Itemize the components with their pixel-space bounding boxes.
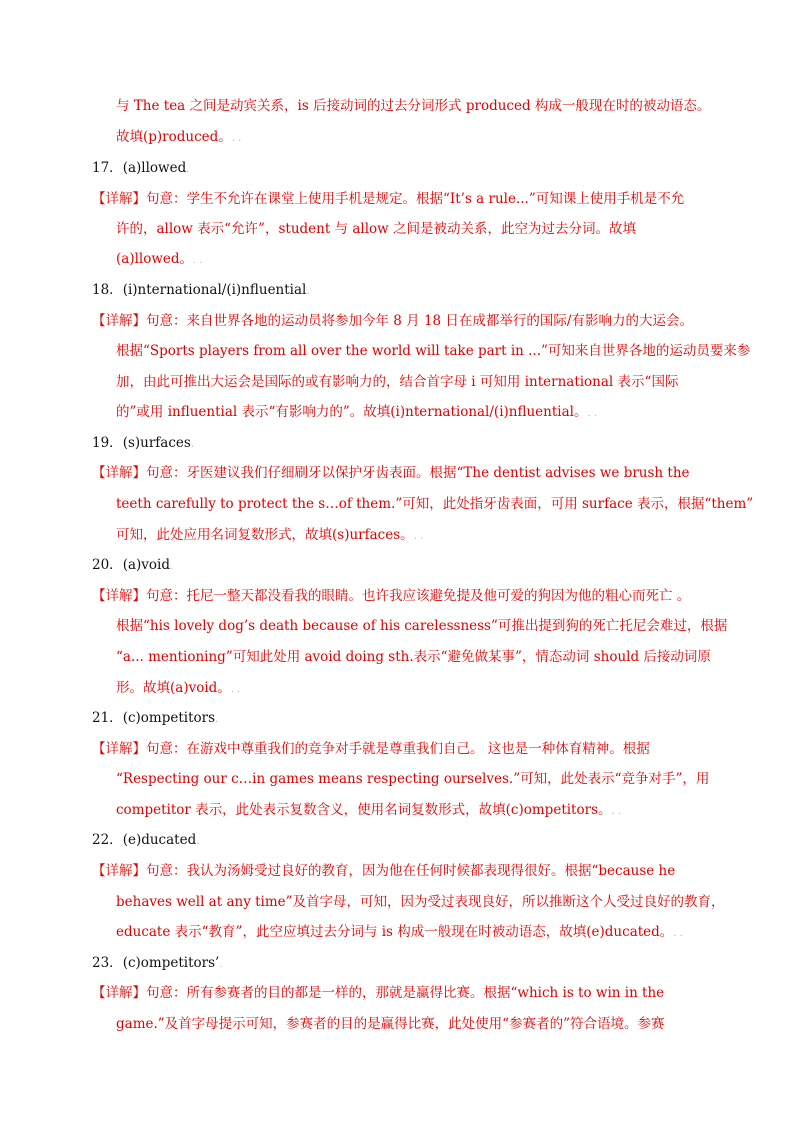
explanation-23-line-2: game.”及首字母提示可知，参赛者的目的是赢得比赛，此处使用“参赛者的”符合语境。参赛 [116,1016,665,1032]
explanation-23-line-1: 【详解】句意：所有参赛者的目的都是一样的，那就是赢得比赛。根据“which is to win in the [92,985,665,1001]
answer-text: (e)ducated [122,832,197,848]
answer-number: 22． [92,832,123,848]
item16-line-1: 与 The tea 之间是动宾关系，is 后接动词的过去分词形式 produced 构成一般现在时的被动语态。 [116,98,711,114]
explanation-18-line-3: 加，由此可推出大运会是国际的或有影响力的，结合首字母 i 可知用 international 表示“国际 [116,374,679,390]
explanation-20-line-1: 【详解】句意：托尼一整天都没看我的眼睛。也许我应该避免提及他可爱的狗因为他的粗心而死亡 。 [92,588,691,604]
answer-number: 23． [92,955,123,971]
explanation-20-line-3: “a... mentioning”可知此处用 avoid doing sth.表示“避免做某事”，情态动词 should 后接动词原 [116,649,711,665]
explanation-22-line-3: educate 表示“教育”，此空应填过去分词与 is 构成一般现在时被动语态，故填(e)ducated。. . [116,924,683,940]
answer-number: 21． [92,710,123,726]
answer-number: 19． [92,435,123,451]
explanation-20-line-4: 形。故填(a)void。. . [116,680,241,696]
explanation-19-line-2: teeth carefully to protect the s…of them.”可知，此处指牙齿表面，可用 surface 表示，根据“them” [116,496,754,512]
detail-tag: 【详解】 [92,465,146,481]
explanation-20-line-2: 根据“his lovely dog’s death because of his carelessness”可推出提到狗的死亡托尼会难过，根据 [116,618,728,634]
answer-number: 18． [92,282,123,298]
answer-number: 20． [92,557,123,573]
answer-18: 18．(i)nternational/(i)nfluential. [92,282,310,298]
detail-tag: 【详解】 [92,313,146,329]
answer-19: 19．(s)urfaces. [92,435,195,451]
detail-tag: 【详解】 [92,588,146,604]
answer-17: 17．(a)llowed. [92,160,190,176]
answer-text: (a)void [122,557,170,573]
answer-text: (a)llowed [122,160,187,176]
detail-tag: 【详解】 [92,741,146,757]
explanation-19-line-3: 可知，此处应用名词复数形式，故填(s)urfaces。. . [116,527,424,543]
explanation-21-line-2: “Respecting our c…in games means respecting ourselves.”可知，此处表示“竞争对手”，用 [116,771,710,787]
explanation-21-line-3: competitor 表示，此处表示复数含义，使用名词复数形式，故填(c)ompetitors。. . [116,802,622,818]
answer-23: 23．(c)ompetitors’. [92,955,223,971]
explanation-17-line-2: 许的，allow 表示“允许”，student 与 allow 之间是被动关系，此空为过去分词。故填 [116,221,636,237]
explanation-18-line-2: 根据“Sports players from all over the world will take part in ...”可知来自世界各地的运动员要来参 [116,343,751,359]
explanation-18-line-1: 【详解】句意：来自世界各地的运动员将参加今年 8 月 18 日在成都举行的国际/有影响力的大运会。 [92,313,693,329]
explanation-17-line-1: 【详解】句意：学生不允许在课堂上使用手机是规定。根据“It’s a rule...”可知课上使用手机是不允 [92,191,685,207]
detail-tag: 【详解】 [92,863,146,879]
detail-tag: 【详解】 [92,985,146,1001]
detail-tag: 【详解】 [92,191,146,207]
explanation-22-line-1: 【详解】句意：我认为汤姆受过良好的教育，因为他在任何时候都表现得很好。根据“because he [92,863,676,879]
answer-text: (c)ompetitors’ [122,955,220,971]
answer-text: (s)urfaces [122,435,191,451]
explanation-17-line-3: (a)llowed。. . [116,251,203,267]
explanation-21-line-1: 【详解】句意：在游戏中尊重我们的竞争对手就是尊重我们自己。 这也是一种体育精神。根据 [92,741,650,757]
answer-number: 17． [92,160,123,176]
answer-20: 20．(a)void. [92,557,174,573]
explanation-18-line-4: 的”或用 influential 表示“有影响力的”。故填(i)nternational/(i)nfluential。. . [116,404,598,420]
explanation-22-line-2: behaves well at any time”及首字母，可知，因为受过表现良好，所以推断这个人受过良好的教育， [116,894,725,910]
answer-21: 21．(c)ompetitors. [92,710,219,726]
answer-22: 22．(e)ducated. [92,832,200,848]
answer-text: (i)nternational/(i)nfluential [122,282,307,298]
explanation-19-line-1: 【详解】句意：牙医建议我们仔细刷牙以保护牙齿表面。根据“The dentist advises we brush the [92,465,690,481]
item16-line-2: 故填(p)roduced。. . [116,129,242,145]
answer-text: (c)ompetitors [122,710,216,726]
